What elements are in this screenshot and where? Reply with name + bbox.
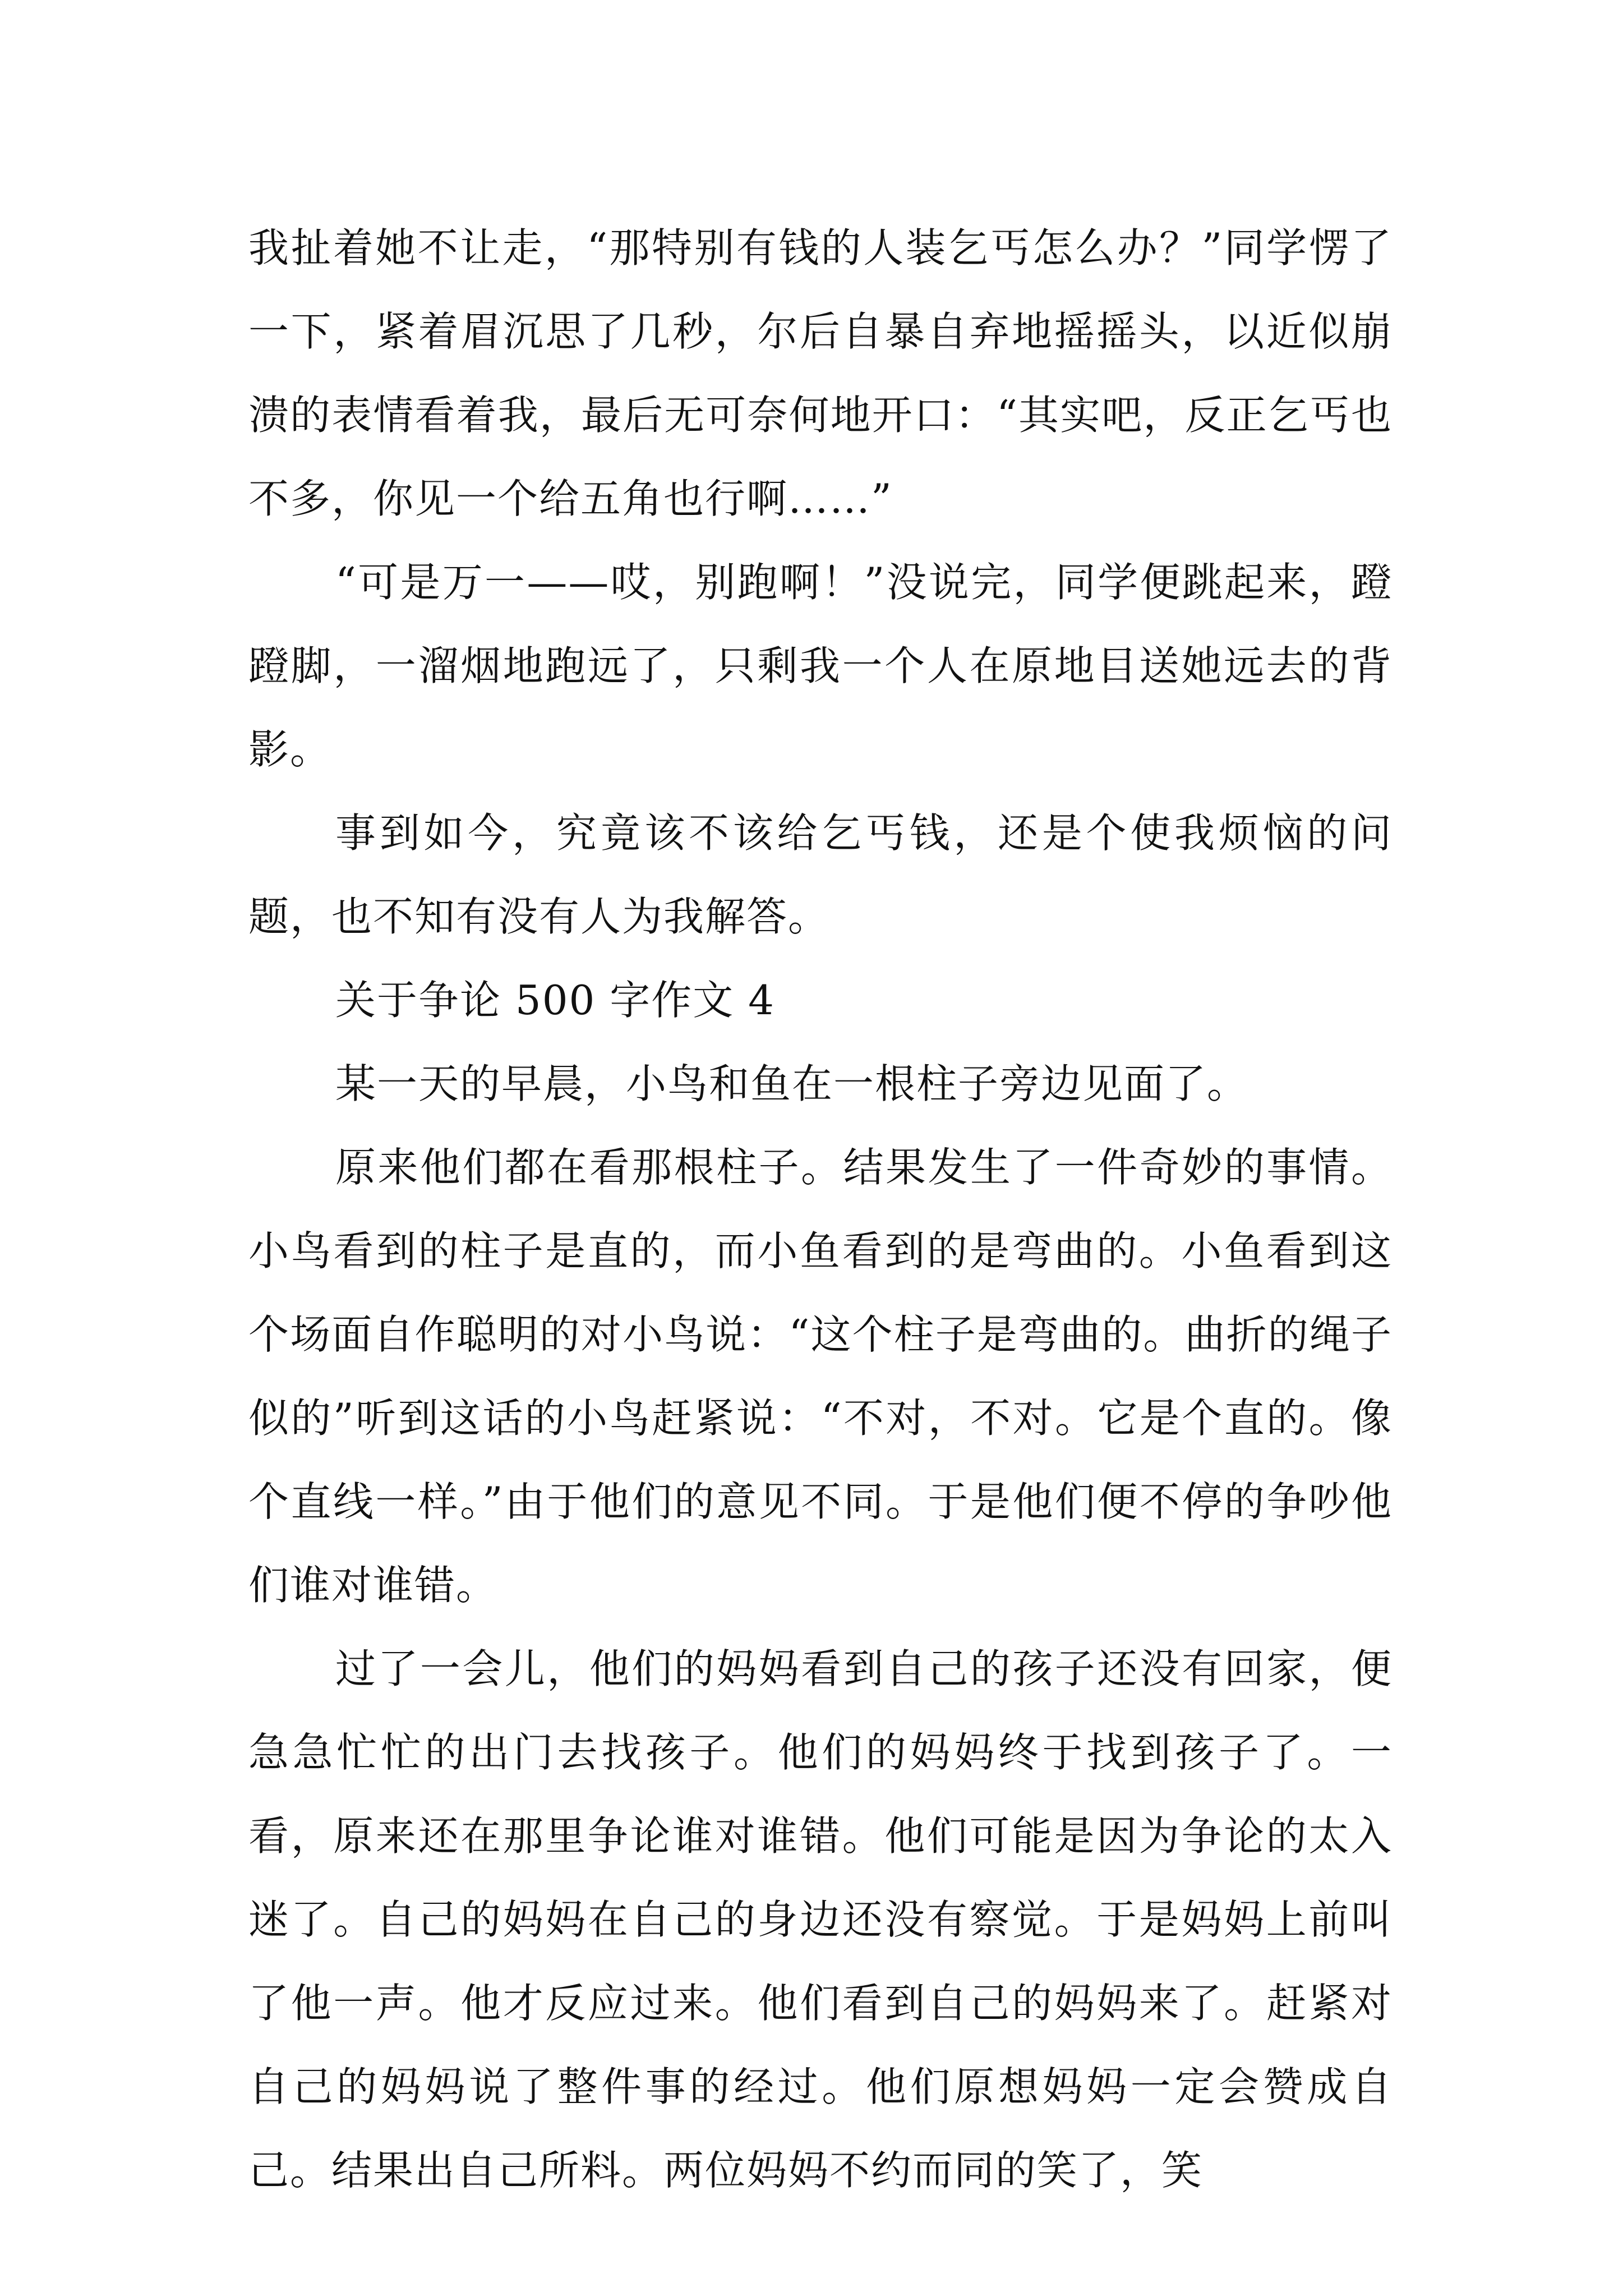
paragraph-6: 过了一会儿，他们的妈妈看到自己的孩子还没有回家，便急急忙忙的出门去找孩子。他们的妈妈终于找到孩子了。一看，原来还在那里争论谁对谁错。他们可能是因为争论的太入迷了。自己的妈妈在自己的身边还没有察觉。于是妈妈上前叫了他一声。他才反应过来。他们看到自己的妈妈来了。赶紧对自己的妈妈说了整件事的经过。他们原想妈妈一定会赞成自己。结果出自己所料。两位妈妈不约而同的笑了，笑 xyxy=(248,1645,1393,2194)
document-body xyxy=(248,206,1393,2212)
paragraph-3: 事到如今，究竟该不该给乞丐钱，还是个使我烦恼的问题，也不知有没有人为我解答。 xyxy=(248,809,1393,940)
paragraph-4: 某一天的早晨，小鸟和鱼在一根柱子旁边见面了。 xyxy=(335,1060,1249,1107)
section-heading: 关于争论 500 字作文 4 xyxy=(335,977,775,1024)
paragraph-2: “可是万一——哎，别跑啊！”没说完，同学便跳起来，蹬蹬脚，一溜烟地跑远了，只剩我一个人在原地目送她远去的背影。 xyxy=(248,559,1393,773)
paragraph-1: 我扯着她不让走，“那特别有钱的人装乞丐怎么办？”同学愣了一下，紧着眉沉思了几秒，尔后自暴自弃地摇摇头，以近似崩溃的表情看着我，最后无可奈何地开口：“其实吧，反正乞丐也不多，你见一个给五角也行啊……” xyxy=(248,224,1393,522)
paragraph-5: 原来他们都在看那根柱子。结果发生了一件奇妙的事情。小鸟看到的柱子是直的，而小鱼看到的是弯曲的。小鱼看到这个场面自作聪明的对小鸟说：“这个柱子是弯曲的。曲折的绳子似的”听到这话的小鸟赶紧说：“不对，不对。它是个直的。像个直线一样。”由于他们的意见不同。于是他们便不停的争吵他们谁对谁错。 xyxy=(248,1144,1393,1609)
